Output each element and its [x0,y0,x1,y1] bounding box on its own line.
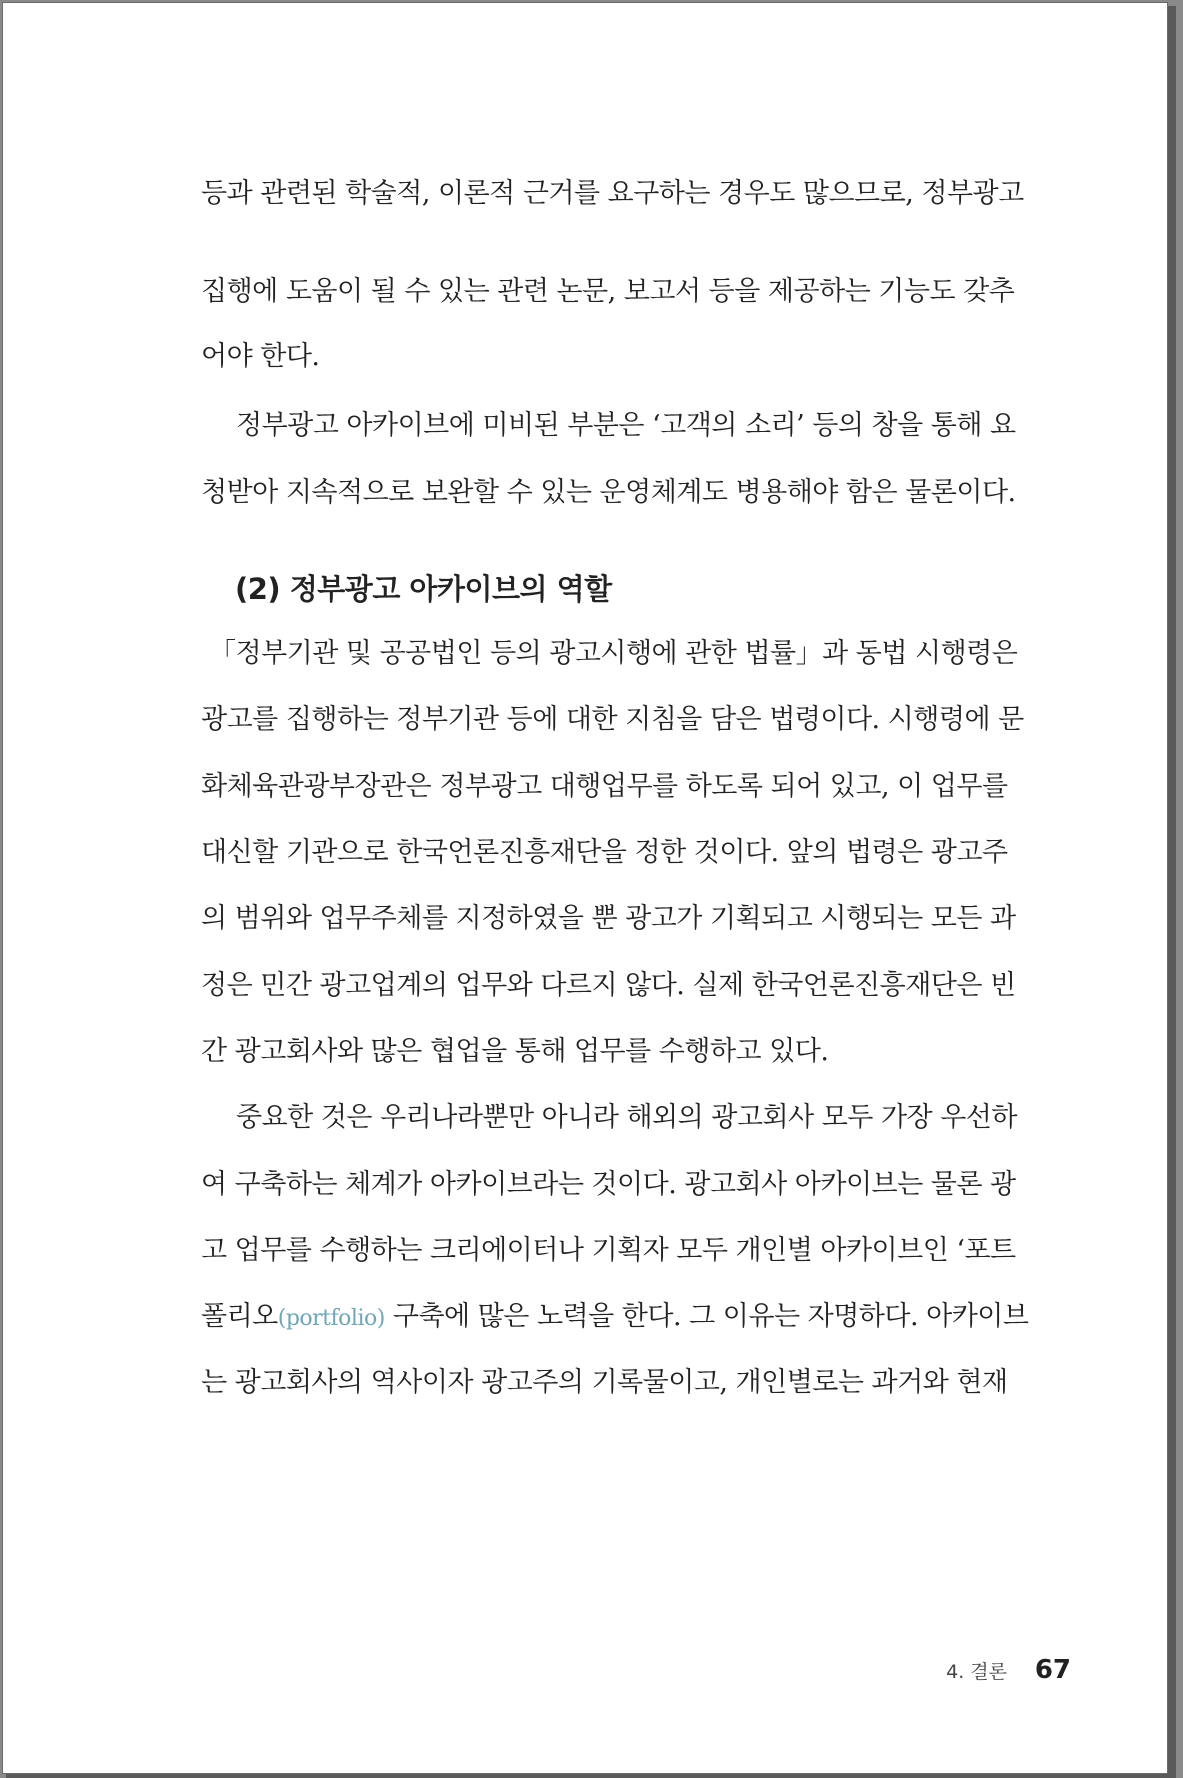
page-shadow [1168,6,1176,1778]
paragraph-line [201,1298,1029,1337]
footer-section-title: 4. 결론 [946,1661,1007,1683]
paragraph-line: 간 광고회사와 많은 협업을 통해 업무를 수행하고 있다. [201,1036,829,1067]
section-heading: (2) 정부광고 아카이브의 역할 [235,572,612,606]
english-term: (portfolio) [277,1306,385,1331]
paragraph-text: 폴리오 [201,1301,278,1332]
paragraph-line: 「정부기관 및 공공법인 등의 광고시행에 관한 법률」과 동법 시행령은 [209,638,1018,669]
paragraph-line: 는 광고회사의 역사이자 광고주의 기록물이고, 개인별로는 과거와 현재 [201,1367,1008,1398]
paragraph-line: 등과 관련된 학술적, 이론적 근거를 요구하는 경우도 많으므로, 정부광고 [201,178,1024,209]
paragraph-line: 의 범위와 업무주체를 지정하였을 뿐 광고가 기획되고 시행되는 모든 과 [201,903,1016,934]
paragraph-line: 집행에 도움이 될 수 있는 관련 논문, 보고서 등을 제공하는 기능도 갖추 [201,276,1015,307]
paragraph-line: 여 구축하는 체계가 아카이브라는 것이다. 광고회사 아카이브는 물론 광 [201,1169,1016,1200]
paragraph-line: 대신할 기관으로 한국언론진흥재단을 정한 것이다. 앞의 법령은 광고주 [201,837,1008,868]
document-page [2,2,1168,1774]
paragraph-line: 정은 민간 광고업계의 업무와 다르지 않다. 실제 한국언론진흥재단은 빈 [201,970,1016,1001]
paragraph-line: 고 업무를 수행하는 크리에이터나 기획자 모두 개인별 아카이브인 ‘포트 [201,1235,1016,1266]
paragraph-line: 중요한 것은 우리나라뿐만 아니라 해외의 광고회사 모두 가장 우선하 [236,1102,1017,1133]
paragraph-text: 구축에 많은 노력을 한다. 그 이유는 자명하다. 아카이브 [384,1301,1029,1332]
paragraph-line: 정부광고 아카이브에 미비된 부분은 ‘고객의 소리’ 등의 창을 통해 요 [236,410,1016,441]
paragraph-line: 청받아 지속적으로 보완할 수 있는 운영체계도 병용해야 함은 물론이다. [201,477,1016,508]
paragraph-line: 광고를 집행하는 정부기관 등에 대한 지침을 담은 법령이다. 시행령에 문 [201,704,1024,735]
paragraph-line: 화체육관광부장관은 정부광고 대행업무를 하도록 되어 있고, 이 업무를 [201,771,1008,802]
page-number: 67 [1034,1655,1071,1685]
page-shadow [6,1774,1176,1778]
paragraph-line: 어야 한다. [201,341,320,372]
